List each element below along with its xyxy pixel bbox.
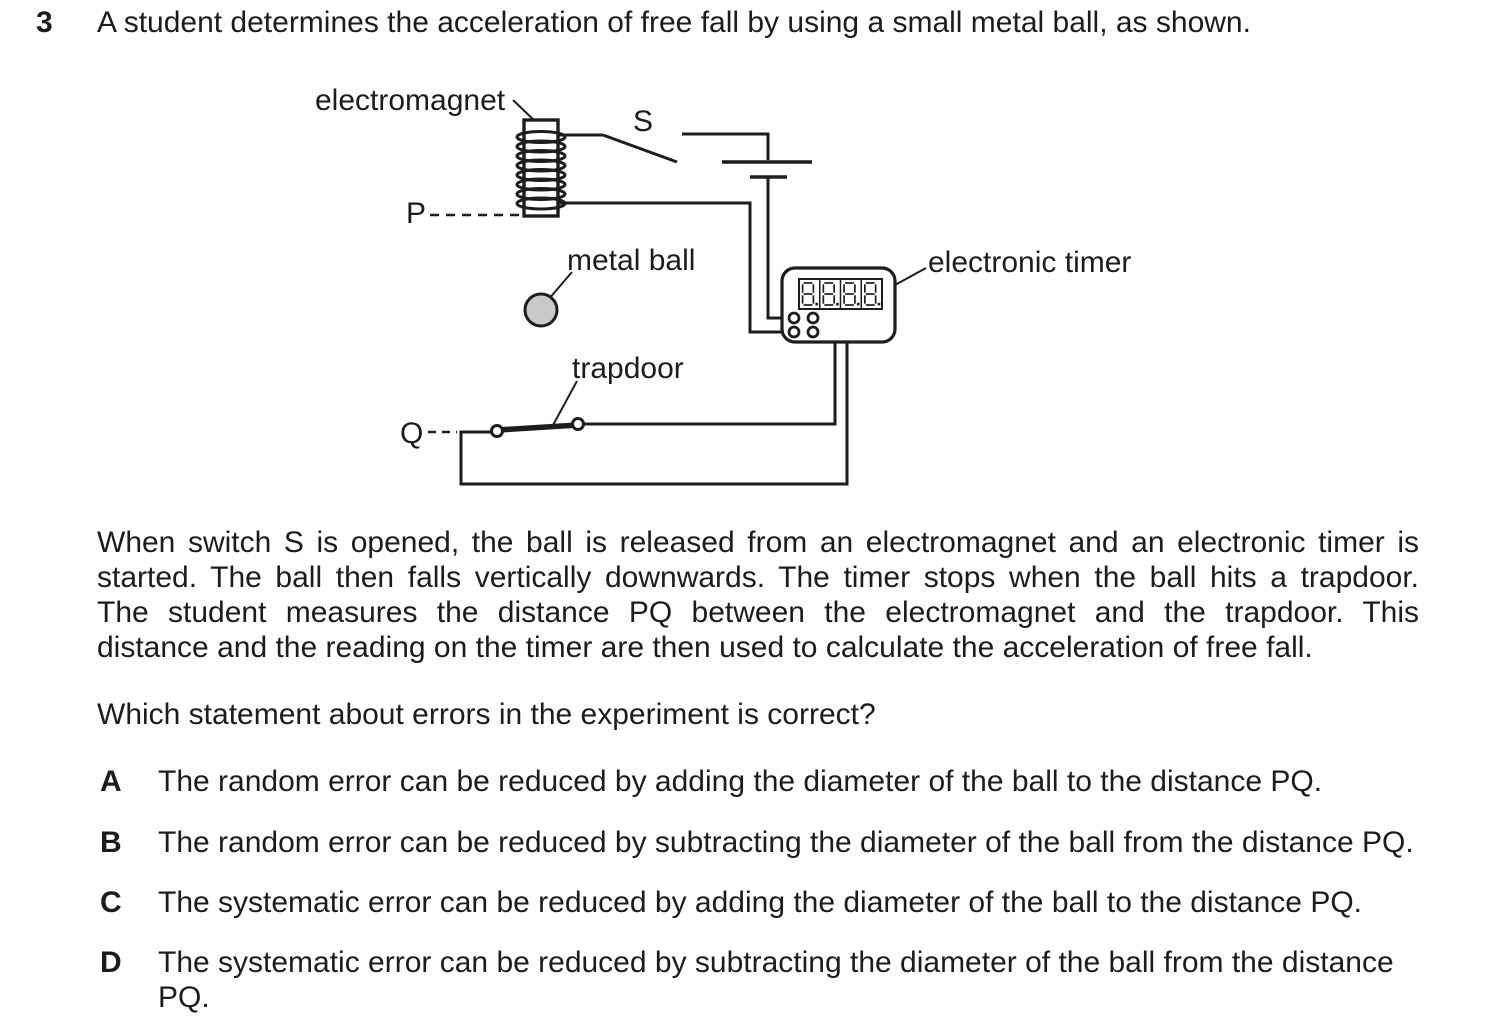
experiment-diagram	[270, 80, 1160, 510]
option-text-d: The systematic error can be reduced by subtracting the diameter of the ball from the distance PQ.	[158, 946, 1394, 1014]
point-q-label: Q	[400, 417, 424, 450]
trapdoor-contact-left	[492, 426, 503, 437]
wire-timer-to-trapdoor-left	[461, 318, 847, 484]
trapdoor-bar	[498, 425, 578, 430]
description-line: The student measures the distance PQ between the electromagnet and the trapdoor. This	[97, 596, 1419, 629]
point-p-label: P	[406, 197, 427, 230]
wire-switch-to-battery	[682, 134, 768, 160]
option-letter-d: D	[100, 946, 122, 979]
description-line: distance and the reading on the timer are then used to calculate the acceleration of free fall.	[97, 631, 1313, 664]
option-letter-b: B	[100, 826, 122, 859]
metal-ball-label: metal ball	[567, 244, 696, 277]
description-line: When switch S is opened, the ball is released from an electromagnet and an electronic timer is	[97, 526, 1419, 559]
question-number: 3	[36, 6, 53, 39]
timer-terminal	[789, 327, 799, 337]
option-text-c: The systematic error can be reduced by adding the diameter of the ball to the distance PQ.	[158, 886, 1362, 919]
electromagnet-symbol	[517, 120, 565, 216]
trapdoor-symbol	[492, 419, 584, 437]
metal-ball-shape	[525, 294, 557, 326]
experiment-diagram-svg	[270, 80, 1160, 510]
switch-arm	[603, 135, 677, 162]
battery-cell-symbol	[722, 162, 812, 177]
question-stem: A student determines the acceleration of free fall by using a small metal ball, as shown.	[97, 6, 1251, 39]
timer-terminal	[789, 313, 799, 323]
timer-terminal	[808, 313, 818, 323]
electromagnet-label: electromagnet	[315, 84, 506, 117]
trapdoor-label: trapdoor	[572, 352, 684, 385]
electronic-timer-pointer-line	[895, 268, 926, 285]
option-text-a: The random error can be reduced by adding the diameter of the ball to the distance PQ.	[158, 765, 1323, 798]
timer-terminal	[808, 327, 818, 337]
switch-s-label: S	[632, 105, 654, 138]
description-line: started. The ball then falls vertically downwards. The timer stops when the ball hits a trapdoor.	[97, 561, 1419, 594]
electronic-timer-symbol	[782, 268, 895, 342]
electronic-timer-label: electronic timer	[928, 246, 1132, 279]
option-letter-a: A	[100, 765, 122, 798]
question-prompt: Which statement about errors in the experiment is correct?	[97, 698, 876, 731]
option-letter-c: C	[100, 886, 122, 919]
trapdoor-contact-right	[573, 419, 584, 430]
experiment-description	[97, 525, 1419, 665]
option-text-b: The random error can be reduced by subtracting the diameter of the ball from the distance PQ.	[158, 826, 1414, 859]
electromagnet-coil	[517, 132, 565, 210]
